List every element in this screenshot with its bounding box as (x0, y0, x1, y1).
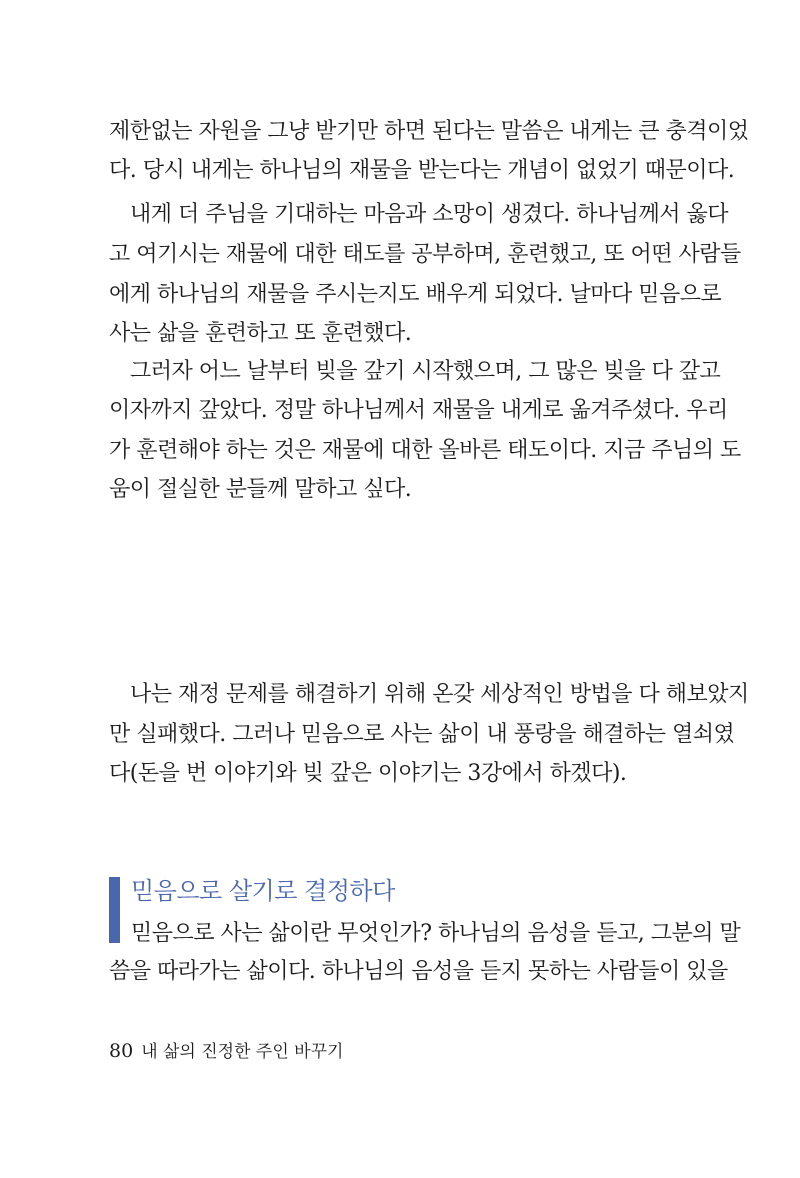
body-text-line: 그러자 어느 날부터 빚을 갚기 시작했으며, 그 많은 빚을 다 갚고 (130, 359, 721, 384)
body-text-line: 믿음으로 사는 삶이란 무엇인가? 하나님의 음성을 듣고, 그분의 말 (131, 921, 741, 946)
section-heading-bar (109, 877, 120, 943)
body-text-line: 다(돈을 번 이야기와 빚 갚은 이야기는 3강에서 하겠다). (109, 761, 627, 786)
page-footer (109, 1039, 343, 1064)
book-title: 내 삶의 진정한 주인 바꾸기 (141, 1042, 344, 1062)
page-number: 80 (109, 1040, 134, 1062)
body-text-line: 제한없는 자원을 그냥 받기만 하면 된다는 말씀은 내게는 큰 충격이었 (109, 119, 749, 144)
body-text-line: 고 여기시는 재물에 대한 태도를 공부하며, 훈련했고, 또 어떤 사람들 (109, 242, 741, 267)
body-text-line: 사는 삶을 훈련하고 또 훈련했다. (109, 321, 412, 346)
body-text-line: 이자까지 갚았다. 정말 하나님께서 재물을 내게로 옮겨주셨다. 우리 (109, 398, 728, 423)
body-text-line: 에게 하나님의 재물을 주시는지도 배우게 되었다. 날마다 믿음으로 (109, 282, 722, 307)
body-text-line: 씀을 따라가는 삶이다. 하나님의 음성을 듣지 못하는 사람들이 있을 (109, 959, 728, 984)
body-text-line: 움이 절실한 분들께 말하고 싶다. (109, 477, 412, 502)
body-text-line: 만 실패했다. 그러나 믿음으로 사는 삶이 내 풍랑을 해결하는 열쇠였 (109, 722, 735, 747)
body-text-line: 나는 재정 문제를 해결하기 위해 온갖 세상적인 방법을 다 해보았지 (130, 682, 749, 707)
section-heading: 믿음으로 살기로 결정하다 (131, 877, 395, 905)
body-text-line: 다. 당시 내게는 하나님의 재물을 받는다는 개념이 없었기 때문이다. (109, 158, 735, 183)
body-text-line: 가 훈련해야 하는 것은 재물에 대한 올바른 태도이다. 지금 주님의 도 (109, 438, 741, 463)
body-text-line: 내게 더 주님을 기대하는 마음과 소망이 생겼다. 하나님께서 옳다 (130, 202, 728, 227)
